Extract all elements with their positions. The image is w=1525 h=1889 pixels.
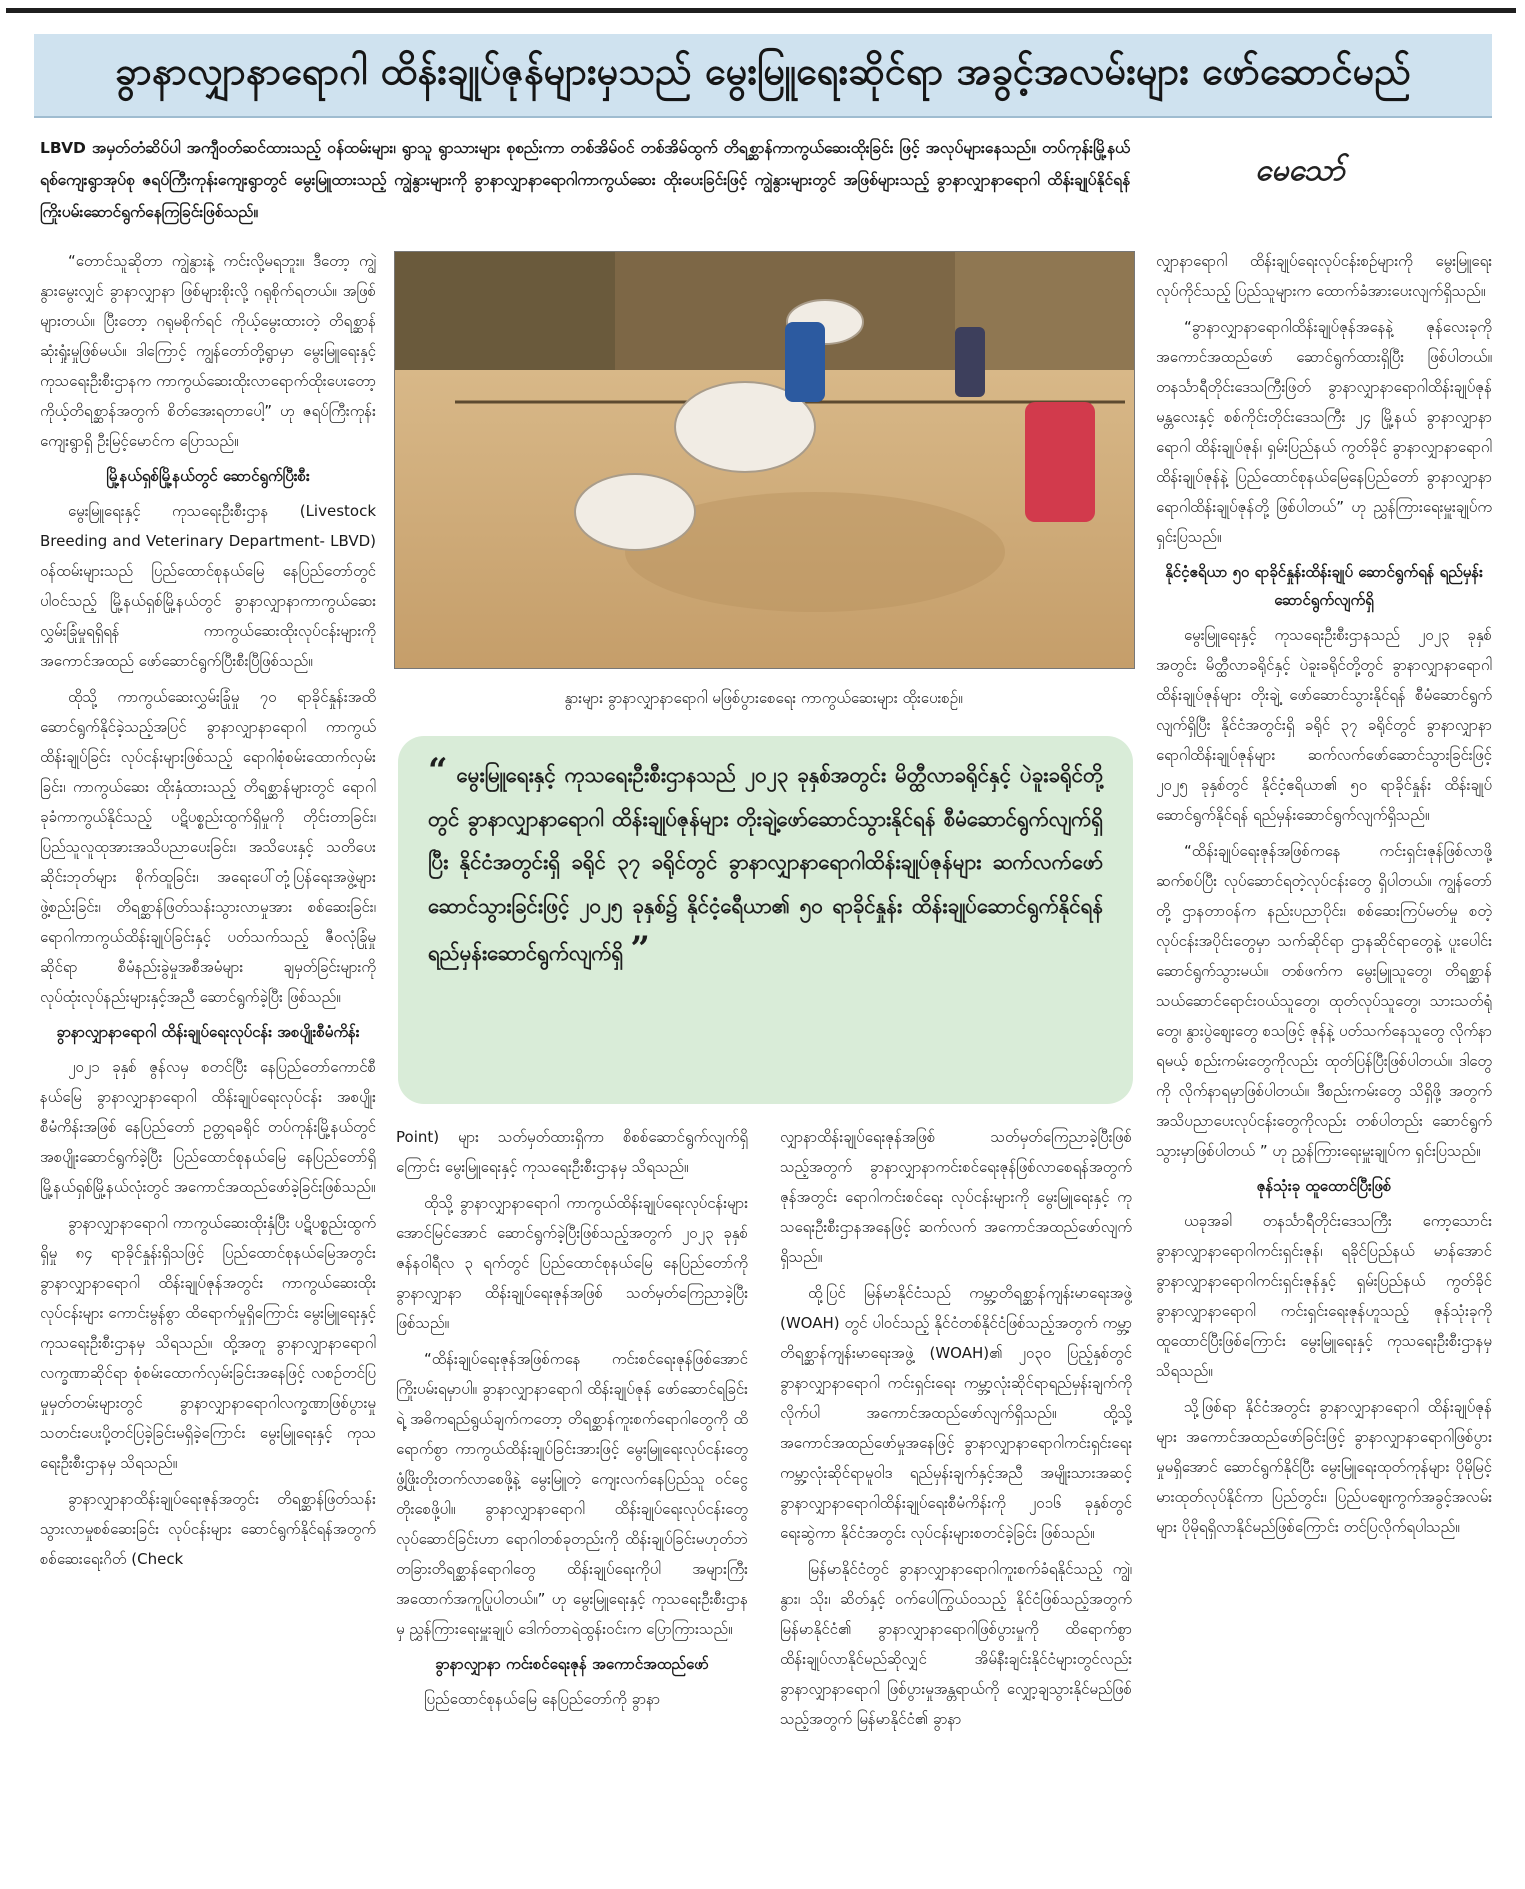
subheading: နိုင်ငံ့ဧရိယာ ၅၀ ရာခိုင်နှုန်းထိန်းချုပ် ဆောင်ရွက်ရန် ရည်မှန်းဆောင်ရွက်လျက်ရှိ (1165, 563, 1483, 609)
paragraph: ယခုအခါ တနင်္သာရီတိုင်းဒေသကြီး ကော့သောင်း ခွာနာလျှာနာရောဂါကင်းရှင်းဇုန်၊ ရခိုင်ပြည်နယ် မာန်အောင် ခွာနာလျှာနာရောဂါကင်းရှင်းဇုန်နှင့် ရှမ်းပြည်နယ် ကွတ်ခိုင် ခွာနာလျှာနာရောဂါ ကင်းရှင်းရေးဇုန်ဟူသည့် ဇုန်သုံးခုကို ထူထောင်ပြီးဖြစ်ကြောင်း မွေးမြူရေးနှင့် ကုသရေးဦးစီးဌာနမှ သိရသည်။ (1156, 1212, 1492, 1380)
paragraph: လျှာနာထိန်းချုပ်ရေးဇုန်အဖြစ် သတ်မှတ်ကြေညာခဲ့ပြီးဖြစ်သည့်အတွက် ခွာနာလျှာနာကင်းစင်ရေးဇုန်ဖြစ်လာစေရန်အတွက် ဇုန်အတွင်း ရောဂါကင်းစင်ရေး လုပ်ငန်းများကို မွေးမြူရေးနှင့် ကုသရေးဦးစီးဌာနအနေဖြင့် ဆက်လက် အကောင်အထည်ဖော်လျက်ရှိသည်။ (780, 1128, 1132, 1266)
paragraph: “ခွာနာလျှာနာရောဂါထိန်းချုပ်ဇုန်အနေနဲ့ ဇုန်လေးခုကို အကောင်အထည်ဖော် ဆောင်ရွက်ထားရှိပြီး ဖြစ်ပါတယ်။ တနင်္သာရီတိုင်းဒေသကြီးဖြတ် ခွာနာလျှာနာရောဂါထိန်းချုပ်ဇုန် မန္တလေးနှင့် စစ်ကိုင်းတိုင်းဒေသကြီး ၂၄ မြို့နယ် ခွာနာလျှာနာရောဂါ ထိန်းချုပ်ဇုန်၊ ရှမ်းပြည်နယ် ကွတ်ခိုင် ခွာနာလျှာနာရောဂါထိန်းချုပ်ဇုန်နဲ့ ပြည်ထောင်စုနယ်မြေနေပြည်တော် ခွာနာလျှာနာရောဂါထိန်းချုပ်ဇုန်တို့ ဖြစ်ပါတယ်” ဟု ညွှန်ကြားရေးမှူးချုပ်က ရှင်းပြသည်။ (1156, 318, 1492, 546)
article-intro: LBVD အမှတ်တံဆိပ်ပါ အကျီဝတ်ဆင်ထားသည့် ဝန်ထမ်းများ၊ ရွာသူ ရွာသားများ စုစည်းကာ တစ်အိမ်ဝင် တစ်အိမ်ထွက် တိရစ္ဆာန်ကာကွယ်ဆေးထိုးခြင်း ဖြင့် အလုပ်များနေသည်။ တပ်ကုန်းမြို့နယ်ရစ်ကျေးရွာအုပ်စု ဇရပ်ကြီးကုန်းကျေးရွာတွင် မွေးမြူထားသည့် ကျွဲနွားများကို ခွာနာလျှာနာရောဂါကာကွယ်ဆေး ထိုးပေးခြင်းဖြင့် ကျွဲနွားများတွင် အဖြစ်များသည့် ခွာနာလျှာနာရောဂါ ထိန်းချုပ်နိုင်ရန် ကြိုးပမ်းဆောင်ရွက်နေကြခြင်းဖြစ်သည်။ (40, 139, 1130, 221)
paragraph: မြန်မာနိုင်ငံတွင် ခွာနာလျှာနာရောဂါကူးစက်ခံရနိုင်သည့် ကျွဲ၊ နွား၊ သိုး၊ ဆိတ်နှင့် ဝက်ပေါကြွယ်ဝသည့် နိုင်ငံဖြစ်သည့်အတွက် မြန်မာနိုင်ငံ၏ ခွာနာလျှာနာရောဂါဖြစ်ပွားမှုကို ထိရောက်စွာ ထိန်းချုပ်လာနိုင်မည်ဆိုလျှင် အိမ်နီးချင်းနိုင်ငံများတွင်လည်း ခွာနာလျှာနာရောဂါ ဖြစ်ပွားမှုအန္တရာယ်ကို လျှော့ချသွားနိုင်မည်ဖြစ်သည့်အတွက် မြန်မာနိုင်ငံ၏ ခွာနာ (780, 1560, 1132, 1728)
photo-caption: နွားများ ခွာနာလျှာနာရောဂါ မဖြစ်ပွားစေရေး ကာကွယ်ဆေးများ ထိုးပေးစဉ်။ (564, 689, 963, 707)
subheading: ခွာနာလျှာနာ ကင်းစင်ရေးဇုန် အကောင်အထည်ဖော် (435, 1655, 709, 1673)
paragraph: “ထိန်းချုပ်ရေးဇုန်အဖြစ်ကနေ ကင်းစင်ရေးဇုန်ဖြစ်အောင် ကြိုးပမ်းရမှာပါ။ ခွာနာလျှာနာရောဂါ ထိန်းချုပ်ဇုန် ဖော်ဆောင်ရခြင်းရဲ့ အဓိကရည်ရွယ်ချက်ကတော့ တိရစ္ဆာန်ကူးစက်ရောဂါတွေကို ထိရောက်စွာ ကာကွယ်ထိန်းချုပ်ခြင်းအားဖြင့် မွေးမြူရေးလုပ်ငန်းတွေ ဖွံ့ဖြိုးတိုးတက်လာစေဖို့နဲ့ မွေးမြူတဲ့ ကျေးလက်နေပြည်သူ ဝင်ငွေတိုးစေဖို့ပါ။ ခွာနာလျှာနာရောဂါ ထိန်းချုပ်ရေးလုပ်ငန်းတွေ လုပ်ဆောင်ခြင်းဟာ ရောဂါတစ်ခုတည်းကို ထိန်းချုပ်ခြင်းမဟုတ်ဘဲ တခြားတိရစ္ဆာန်ရောဂါတွေ ထိန်းချုပ်ရေးကိုပါ အများကြီးအထောက်အကူပြုပါတယ်။” ဟု မွေးမြူရေးနှင့် ကုသရေးဦးစီးဌာနမှ ညွှန်ကြားရေးမှူးချုပ် ဒေါက်တာရဲထွန်းဝင်းက ပြောကြားသည်။ (396, 1350, 748, 1638)
paragraph: သို့ဖြစ်ရာ နိုင်ငံအတွင်း ခွာနာလျှာနာရောဂါ ထိန်းချုပ်ဇုန်များ အကောင်အထည်ဖော်ခြင်းဖြင့် ခွာနာလျှာနာရောဂါဖြစ်ပွားမှုမရှိအောင် ဆောင်ရွက်နိုင်ပြီး မွေးမြူရေးထုတ်ကုန်များ ပိုမိုမြင့်မားထုတ်လုပ်နိုင်ကာ ပြည်တွင်း၊ ပြည်ပဈေးကွက်အခွင့်အလမ်းများ ပိုမိုရရှိလာနိုင်မည်ဖြစ်ကြောင်း တင်ပြလိုက်ရပါသည်။ (1156, 1398, 1492, 1536)
paragraph: မွေးမြူရေးနှင့် ကုသရေးဦးစီးဌာန (Livestock Breeding and Veterinary Department- LBVD) ဝန်ထမ်းများသည် ပြည်ထောင်စုနယ်မြေ နေပြည်တော်တွင်ပါဝင်သည့် မြို့နယ်ရှစ်မြို့နယ်တွင် ခွာနာလျှာနာကာကွယ်ဆေး လွှမ်းခြုံမှုရရှိရန် ကာကွယ်ဆေးထိုးလုပ်ငန်းများကို အကောင်အထည် ဖော်ဆောင်ရွက်ပြီးစီးပြီဖြစ်သည်။ (40, 502, 376, 670)
column-1 (40, 246, 376, 1870)
column-2 (396, 1122, 748, 1870)
paragraph: ခွာနာလျှာနာထိန်းချုပ်ရေးဇုန်အတွင်း တိရစ္ဆာန်ဖြတ်သန်းသွားလာမှုစစ်ဆေးခြင်း လုပ်ငန်းများ ဆောင်ရွက်နိုင်ရန်အတွက် စစ်ဆေးရေးဂိတ် (Check (40, 1490, 376, 1568)
close-quote-mark: ” (630, 929, 650, 969)
headline-banner (34, 34, 1492, 118)
paragraph: ၂၀၂၁ ခုနှစ် ဇွန်လမှ စတင်ပြီး နေပြည်တော်ကောင်စီနယ်မြေ ခွာနာလျှာနာရောဂါ ထိန်းချုပ်ရေးလုပ်ငန်း အစပျိုးစီမံကိန်းအဖြစ် နေပြည်တော် ဥတ္တရခရိုင် တပ်ကုန်းမြို့နယ်တွင် အစပျိုးဆောင်ရွက်ခဲ့ပြီး ပြည်ထောင်စုနယ်မြေ နေပြည်တော်ရှိ မြို့နယ်ရှစ်မြို့နယ်လုံးတွင် အကောင်အထည်ဖော်ခဲ့ခြင်းဖြစ်သည်။ (40, 1058, 376, 1196)
paragraph: လျှာနာရောဂါ ထိန်းချုပ်ရေးလုပ်ငန်းစဉ်များကို မွေးမြူရေးလုပ်ကိုင်သည့် ပြည်သူများက ထောက်ခံအားပေးလျက်ရှိသည်။ (1156, 252, 1492, 300)
paragraph: မွေးမြူရေးနှင့် ကုသရေးဦးစီးဌာနသည် ၂၀၂၃ ခုနှစ်အတွင်း မိတ္ထီလာခရိုင်နှင့် ပဲခူးခရိုင်တို့တွင် ခွာနာလျှာနာရောဂါ ထိန်းချုပ်ဇုန်များ တိုးချဲ့ ဖော်ဆောင်သွားနိုင်ရန် စီမံဆောင်ရွက်လျက်ရှိပြီး နိုင်ငံအတွင်းရှိ ခရိုင် ၃၇ ခရိုင်တွင် ခွာနာလျှာနာရောဂါထိန်းချုပ်ဇုန်များ ဆက်လက်ဖော်ဆောင်သွားခြင်းဖြင့် ၂၀၂၅ ခုနှစ်တွင် နိုင်ငံ့ဧရိယာ၏ ၅၀ ရာခိုင်နှုန်း ထိန်းချုပ်ဆောင်ရွက်နိုင်ရန် ရည်မှန်းဆောင်ရွက်လျက်ရှိသည်။ (1156, 626, 1492, 824)
paragraph: “ထိန်းချုပ်ရေးဇုန်အဖြစ်ကနေ ကင်းရှင်းဇုန်ဖြစ်လာဖို့ ဆက်စပ်ပြီး လုပ်ဆောင်ရတဲ့လုပ်ငန်းတွေ ရှိပါတယ်။ ကျွန်တော်တို့ ဌာနတာဝန်က နည်းပညာပိုင်း၊ စစ်ဆေးကြပ်မတ်မှု စတဲ့ လုပ်ငန်းအပိုင်းတွေမှာ သက်ဆိုင်ရာ ဌာနဆိုင်ရာတွေနဲ့ ပူးပေါင်းဆောင်ရွက်သွားမယ်။ တစ်ဖက်က မွေးမြူသူတွေ၊ တိရစ္ဆာန်သယ်ဆောင်ရောင်းဝယ်သူတွေ၊ ထုတ်လုပ်သူတွေ၊ သားသတ်ရုံတွေ၊ နွားပွဲစျေးတွေ စသဖြင့် ဇုန်နဲ့ ပတ်သက်နေသူတွေ လိုက်နာရမယ့် စည်းကမ်းတွေကိုလည်း ထုတ်ပြန်ပြီးဖြစ်ပါတယ်။ ဒါတွေကို လိုက်နာရမှာဖြစ်ပါတယ်။ ဒီစည်းကမ်းတွေ သိရှိဖို့ အတွက် အသိပညာပေးလုပ်ငန်းတွေကိုလည်း တစ်ပါတည်း ဆောင်ရွက်သွားမှာဖြစ်ပါတယ် ” ဟု ညွှန်ကြားရေးမှူးချုပ်က ရှင်းပြသည်။ (1156, 842, 1492, 1160)
cattle-vaccination-photo (395, 252, 1134, 668)
pull-quote-text: မွေးမြူရေးနှင့် ကုသရေးဦးစီးဌာနသည် ၂၀၂၃ ခုနှစ်အတွင်း မိတ္ထီလာခရိုင်နှင့် ပဲခူးခရိုင်တို့တွင် ခွာနာလျှာနာရောဂါ ထိန်းချုပ်ဇုန်များ တိုးချဲ့ဖော်ဆောင်သွားနိုင်ရန် စီမံဆောင်ရွက်လျက်ရှိပြီး နိုင်ငံအတွင်းရှိ ခရိုင် ၃၇ ခရိုင်တွင် ခွာနာလျှာနာရောဂါထိန်းချုပ်ဇုန်များ ဆက်လက်ဖော်ဆောင်သွားခြင်းဖြင့် ၂၀၂၅ ခုနှစ်၌ နိုင်ငံ့ရေီယာ၏ ၅၀ ရာခိုင်နှုန်း ထိန်းချုပ်ဆောင်ရွက်နိုင်ရန် ရည်မှန်းဆောင်ရွက်လျက်ရှိ (428, 763, 1103, 965)
open-quote-mark: “ (428, 751, 448, 791)
top-rule (6, 8, 1516, 13)
paragraph: “တောင်သူဆိုတာ ကျွဲနွားနဲ့ ကင်းလို့မရဘူး။ ဒီတော့ ကျွဲနွားမွေးလျှင် ခွာနာလျှာနာ ဖြစ်များစိုးလို့ ဂရုစိုက်ရတယ်။ အဖြစ်များတယ်။ ပြီးတော့ ဂရုမစိုက်ရင် ကိုယ့်မွေးထားတဲ့ တိရစ္ဆာန်ဆုံးရှုံးမှုဖြစ်မယ်။ ဒါကြောင့် ကျွန်တော်တို့ရွာမှာ မွေးမြူရေးနှင့်ကုသရေးဦးစီးဌာနက ကာကွယ်ဆေးထိုးလာရောက်ထိုးပေးတော့ ကိုယ့်တိရစ္ဆာန်အတွက် စိတ်အေးရတာပေါ့” ဟု ဇရပ်ကြီးကုန်းကျေးရွာရှိ ဦးမြင့်မောင်က ပြောသည်။ (40, 252, 376, 450)
subheading: ခွာနာလျှာနာရောဂါ ထိန်းချုပ်ရေးလုပ်ငန်း အစပျိုးစီမံကိန်း (56, 1023, 360, 1041)
author-byline: မေသော် (1255, 153, 1345, 188)
paragraph: ထိုသို့ ကာကွယ်ဆေးလွှမ်းခြုံမှု ၇၀ ရာခိုင်နှုန်းအထိ ဆောင်ရွက်နိုင်ခဲ့သည့်အပြင် ခွာနာလျှာနာရောဂါ ကာကွယ်ထိန်းချုပ်ခြင်း လုပ်ငန်းများဖြစ်သည့် ရောဂါစုံစမ်းထောက်လှမ်းခြင်း၊ ကာကွယ်ဆေး ထိုးနှံထားသည့် တိရစ္ဆာန်များတွင် ရောဂါခုခံကာကွယ်နိုင်သည့် ပဋိပစ္စည်းထွက်ရှိမှုကို တိုင်းတာခြင်း၊ ပြည်သူလူထုအားအသိပညာပေးခြင်း၊ အသိပေးနှင့် သတိပေးဆိုင်းဘုတ်များ စိုက်ထူခြင်း၊ အရေးပေါ်တုံ့ပြန်ရေးအဖွဲ့များ ဖွဲ့စည်းခြင်း၊ တိရစ္ဆာန်ဖြတ်သန်းသွားလာမှုအား စစ်ဆေးခြင်း၊ ရောဂါကာကွယ်ထိန်းချုပ်ခြင်းနှင့် ပတ်သက်သည့် ဇီဝလုံခြုံမှုဆိုင်ရာ စီမံနည်းခွဲမှုအစီအမံများ ချမှတ်ခြင်းများကို လုပ်ထုံးလုပ်နည်းများနှင့်အညီ ဆောင်ရွက်ခဲ့ပြီး ဖြစ်သည်။ (40, 688, 376, 1006)
paragraph: Point) များ သတ်မှတ်ထားရှိကာ စိစစ်ဆောင်ရွက်လျက်ရှိကြောင်း မွေးမြူရေးနှင့် ကုသရေးဦးစီးဌာနမှ သိရသည်။ (396, 1128, 748, 1176)
article-headline: ခွာနာလျှာနာရောဂါ ထိန်းချုပ်ဇုန်များမှသည် မွေးမြူရေးဆိုင်ရာ အခွင့်အလမ်းများ ဖော်ဆောင်မည် (114, 48, 1412, 93)
column-4 (1156, 246, 1492, 1870)
column-3 (780, 1122, 1132, 1870)
paragraph: ထိုသို့ ခွာနာလျှာနာရောဂါ ကာကွယ်ထိန်းချုပ်ရေးလုပ်ငန်းများ အောင်မြင်အောင် ဆောင်ရွက်ခဲ့ပြီးဖြစ်သည့်အတွက် ၂၀၂၃ ခုနှစ် ဇန်နဝါရီလ ၃ ရက်တွင် ပြည်ထောင်စုနယ်မြေ နေပြည်တော်ကို ခွာနာလျှာနာ ထိန်းချုပ်ရေးဇုန်အဖြစ် သတ်မှတ်ကြေညာခဲ့ပြီး ဖြစ်သည်။ (396, 1194, 748, 1332)
subheading: ဇုန်သုံးခု ထူထောင်ပြီးဖြစ် (1256, 1177, 1392, 1195)
paragraph: ထို့ပြင် မြန်မာနိုင်ငံသည် ကမ္ဘာ့တိရစ္ဆာန်ကျန်းမာရေးအဖွဲ့ (WOAH) တွင် ပါဝင်သည့် နိုင်ငံတစ်နိုင်ငံဖြစ်သည့်အတွက် ကမ္ဘာ့တိရစ္ဆာန်ကျန်းမာရေးအဖွဲ့ (WOAH)၏ ၂၀၃၀ ပြည့်နှစ်တွင် ခွာနာလျှာနာရောဂါ ကင်းရှင်းရေး ကမ္ဘာ့လုံးဆိုင်ရာရည်မှန်းချက်ကို လိုက်ပါ အကောင်အထည်ဖော်လျက်ရှိသည်။ ထို့သို့ အကောင်အထည်ဖော်မှုအနေဖြင့် ခွာနာလျှာနာရောဂါကင်းရှင်းရေး ကမ္ဘာ့လုံးဆိုင်ရာမူဝါဒ ရည်မှန်းချက်နှင့်အညီ အမျိုးသားအဆင့် ခွာနာလျှာနာရောဂါထိန်းချုပ်ရေးစီမံကိန်းကို ၂၀၁၆ ခုနှစ်တွင် ရေးဆွဲကာ နိုင်ငံအတွင်း လုပ်ငန်းများစတင်ခဲ့ခြင်း ဖြစ်သည်။ (780, 1284, 1132, 1542)
article-photo (394, 251, 1135, 669)
paragraph: ပြည်ထောင်စုနယ်မြေ နေပြည်တော်ကို ခွာနာ (424, 1690, 661, 1708)
paragraph: ခွာနာလျှာနာရောဂါ ကာကွယ်ဆေးထိုးနှံပြီး ပဋိပစ္စည်းထွက်ရှိမှု ၈၄ ရာခိုင်နှုန်းရှိသဖြင့် ပြည်ထောင်စုနယ်မြေအတွင်း ခွာနာလျှာနာရောဂါ ထိန်းချုပ်ဇုန်အတွင်း ကာကွယ်ဆေးထိုးလုပ်ငန်းများ ကောင်းမွန်စွာ ထိရောက်မှုရှိကြောင်း မွေးမြူရေးနှင့် ကုသရေးဦးစီးဌာနမှ သိရသည်။ ထို့အတူ ခွာနာလျှာနာရောဂါလက္ခဏာဆိုင်ရာ စုံစမ်းထောက်လှမ်းခြင်းအနေဖြင့် လစဉ်တင်ပြမှုမှတ်တမ်းများတွင် ခွာနာလျှာနာရောဂါလက္ခဏာဖြစ်ပွားမှု သတင်းပေးပို့တင်ပြခဲ့ခြင်းမရှိခဲ့ကြောင်း မွေးမြူရေးနှင့် ကုသရေးဦးစီးဌာနမှ သိရသည်။ (40, 1214, 376, 1472)
subheading: မြို့နယ်ရှစ်မြို့နယ်တွင် ဆောင်ရွက်ပြီးစီး (106, 467, 310, 485)
pull-quote (398, 736, 1133, 1104)
